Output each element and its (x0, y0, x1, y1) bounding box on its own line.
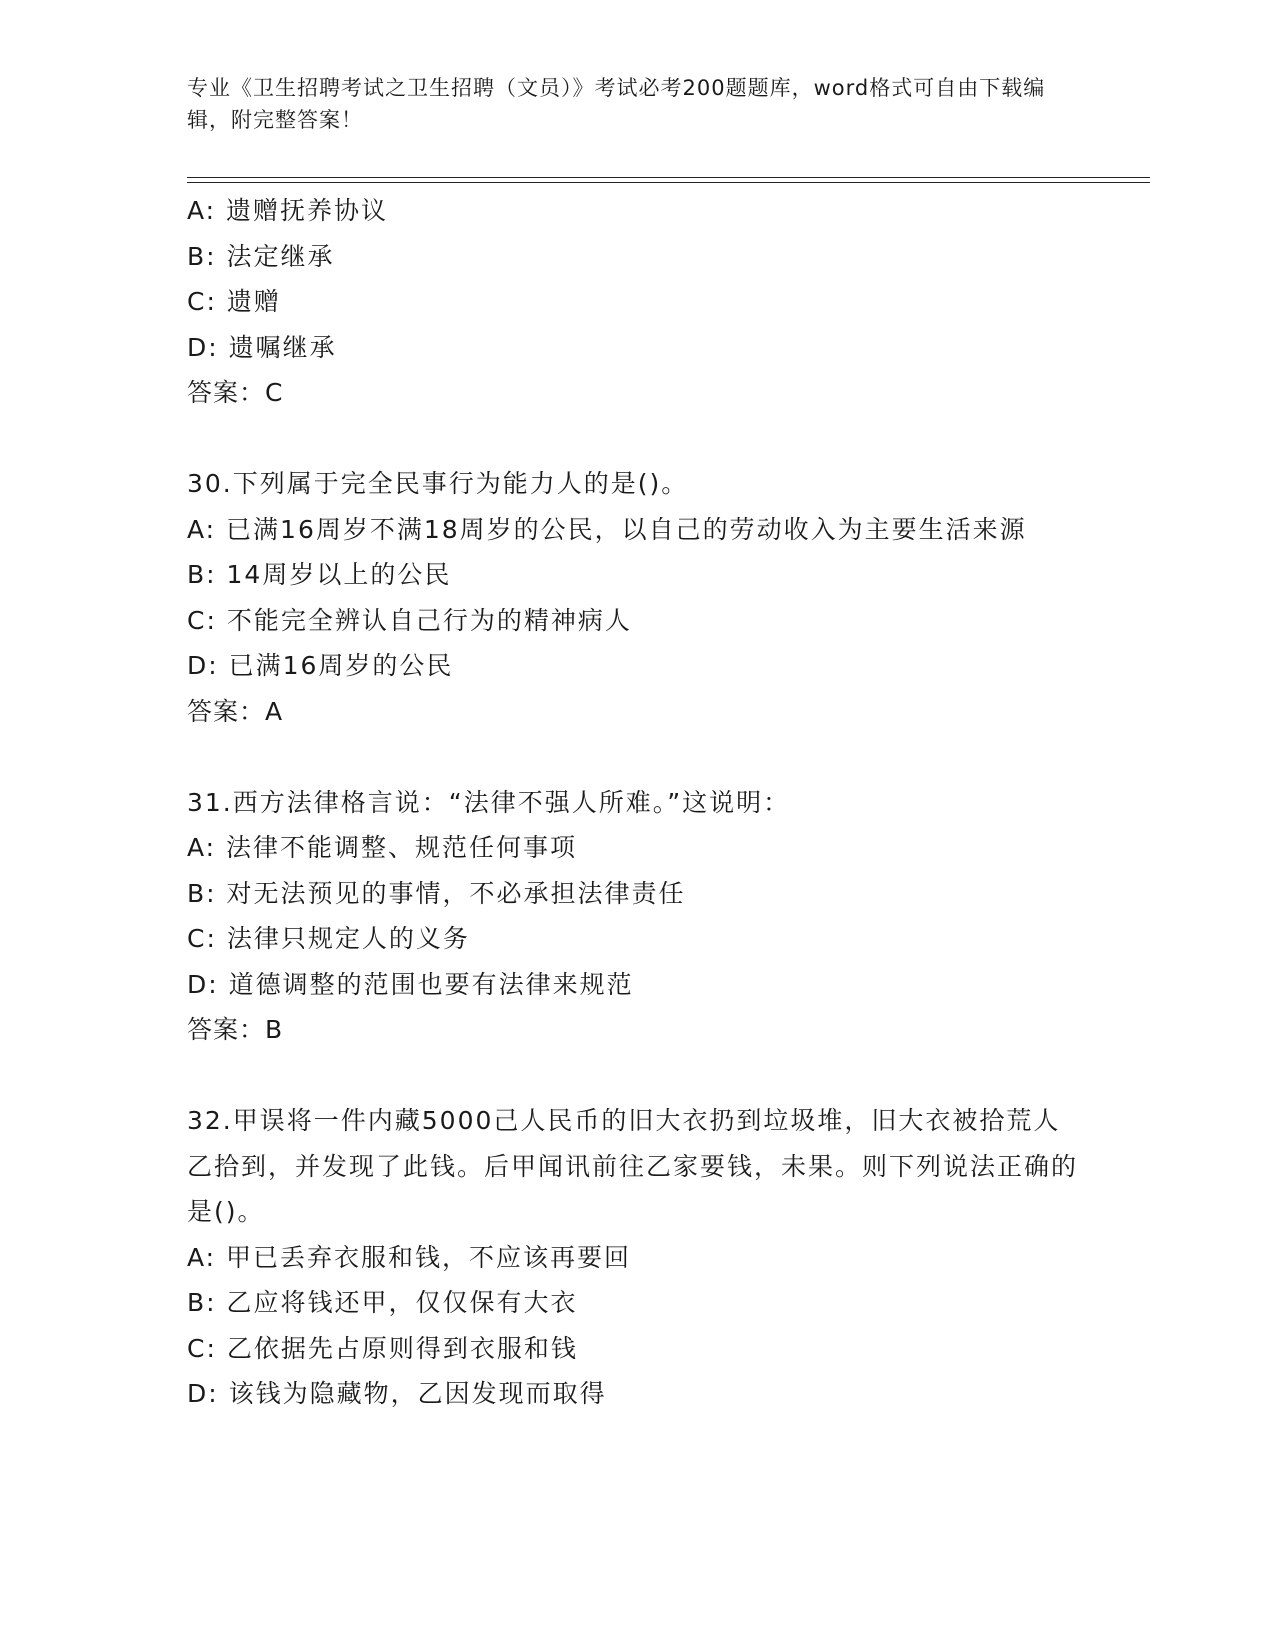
option-c: C: 遗赠 (187, 287, 281, 316)
question-stem: 30.下列属于完全民事行为能力人的是()。 (187, 469, 689, 498)
answer: 答案：B (187, 1015, 284, 1044)
option-a: A: 甲已丢弃衣服和钱，不应该再要回 (187, 1242, 632, 1272)
question-stem: 31.西方法律格言说：“法律不强人所难。”这说明： (187, 787, 791, 817)
option-d: D: 该钱为隐藏物，乙因发现而取得 (187, 1379, 607, 1408)
option-a: A: 法律不能调整、规范任何事项 (187, 833, 578, 862)
question-32 (187, 1098, 1087, 1417)
option-c: C: 不能完全辨认自己行为的精神病人 (187, 605, 632, 635)
option-c: C: 乙依据先占原则得到衣服和钱 (187, 1333, 578, 1363)
option-a: A: 遗赠抚养协议 (187, 196, 389, 225)
option-b: B: 对无法预见的事情，不必承担法律责任 (187, 878, 686, 908)
option-d: D: 道德调整的范围也要有法律来规范 (187, 969, 634, 999)
question-29-options (187, 188, 1087, 416)
answer: 答案：C (187, 378, 284, 407)
spacer (187, 734, 1087, 780)
question-30 (187, 461, 1087, 734)
question-stem: 32.甲误将一件内藏5000己人民币的旧大衣扔到垃圾堆，旧大衣被拾荒人乙拾到，并发现了此钱。后甲闻讯前往乙家要钱，未果。则下列说法正确的是()。 (187, 1106, 1079, 1226)
header-divider-bottom (187, 182, 1150, 183)
answer: 答案：A (187, 696, 284, 726)
option-b: B: 乙应将钱还甲，仅仅保有大衣 (187, 1288, 578, 1317)
option-d: D: 已满16周岁的公民 (187, 651, 454, 680)
spacer (187, 416, 1087, 462)
question-31 (187, 780, 1087, 1053)
question-list (187, 188, 1087, 1417)
option-d: D: 遗嘱继承 (187, 332, 337, 362)
header-divider-top (187, 177, 1150, 178)
option-a: A: 已满16周岁不满18周岁的公民，以自己的劳动收入为主要生活来源 (187, 514, 1027, 544)
option-b: B: 法定继承 (187, 241, 335, 271)
option-c: C: 法律只规定人的义务 (187, 924, 470, 953)
document-header: 专业《卫生招聘考试之卫生招聘（文员）》考试必考200题题库，word格式可自由下载编辑，附完整答案！ (187, 76, 1046, 132)
spacer (187, 1053, 1087, 1099)
option-b: B: 14周岁以上的公民 (187, 560, 452, 589)
